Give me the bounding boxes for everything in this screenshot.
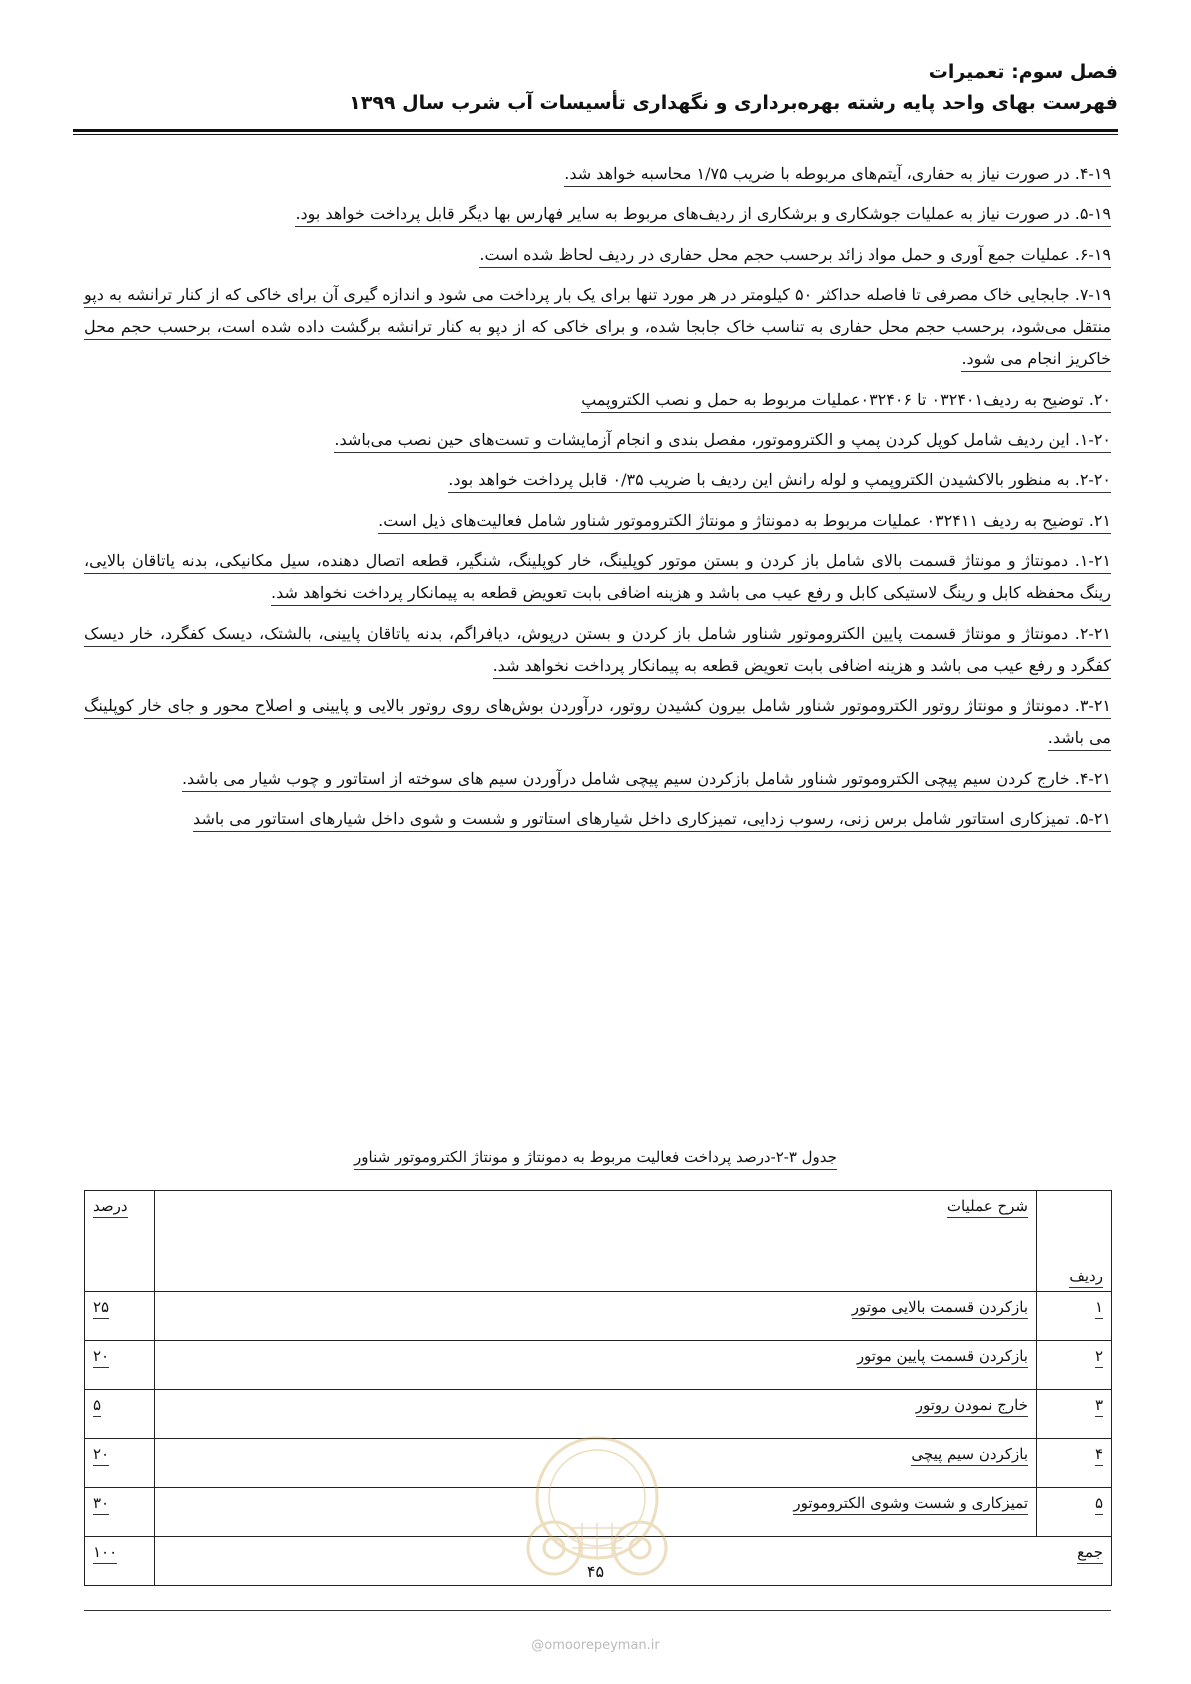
paragraph: ۲۰. توضیح به ردیف۰۳۲۴۰۱ تا ۰۳۲۴۰۶عملیات مربوط به حمل و نصب الکتروپمپ [84, 384, 1111, 416]
table-row: ۱ بازکردن قسمت بالایی موتور ۲۵ [85, 1292, 1112, 1341]
paragraph: ۳-۲۱. دمونتاژ و مونتاژ روتور الکتروموتور شناور شامل بیرون کشیدن روتور، درآوردن بوش‌های روی روتور بالایی و پایینی و اصلاح محور و جای خار کوپلینگ می باشد. [84, 690, 1111, 755]
chapter-title: فصل سوم: تعمیرات [928, 61, 1118, 83]
total-label: جمع [155, 1537, 1112, 1586]
watermark-url: @omoorepeyman.ir [531, 1638, 660, 1653]
page-header [73, 58, 1118, 118]
paragraph: ۵-۲۱. تمیزکاری استاتور شامل برس زنی، رسوب زدایی، تمیزکاری داخل شیارهای استاتور و شست و شوی داخل شیارهای استاتور می باشد [84, 803, 1111, 835]
header-rule-thin [73, 134, 1118, 135]
paragraph: ۲-۲۰. به منظور بالاکشیدن الکتروپمپ و لوله رانش این ردیف با ضریب ۰/۳۵ قابل پرداخت خواهد بود. [84, 464, 1111, 496]
body-text [84, 158, 1111, 843]
paragraph: ۱-۲۱. دمونتاژ و مونتاژ قسمت بالای شامل باز کردن و بستن موتور کوپلینگ، خار کوپلینگ، شنگیر، قطعه اتصال دهنده، سیل مکانیکی، بدنه یاتاقان بالایی، رینگ محفظه کابل و رینگ لاستیکی کابل و رفع عیب می باشد و هزینه اضافی بابت تعویض قطعه به پیمانکار پرداخت نخواهد شد. [84, 545, 1111, 610]
page-number: ۴۵ [586, 1562, 605, 1581]
header-row-number: ردیف [1037, 1191, 1112, 1292]
paragraph: ۵-۱۹. در صورت نیاز به عملیات جوشکاری و برشکاری از ردیف‌های مربوط به سایر فهارس بها دیگر قابل پرداخت خواهد بود. [84, 198, 1111, 230]
paragraph: ۷-۱۹. جابجایی خاک مصرفی تا فاصله حداکثر ۵۰ کیلومتر در هر مورد تنها برای یک بار پرداخت می شود و اندازه گیری آن برای خاکی که از کنار ترانشه به دپو منتقل می‌شود، برحسب حجم محل حفاری به تناسب خاک جابجا شده، و برای خاکی که از دپو به کنار ترانشه برگشت داده شده است، برحسب حجم محل خاکریز انجام می شود. [84, 279, 1111, 376]
paragraph: ۶-۱۹. عملیات جمع آوری و حمل مواد زائد برحسب حجم محل حفاری در ردیف لحاظ شده است. [84, 239, 1111, 271]
header-description: شرح عملیات [155, 1191, 1037, 1292]
paragraph: ۱-۲۰. این ردیف شامل کوپل کردن پمپ و الکتروموتور، مفصل بندی و انجام آزمایشات و تست‌های حین نصب می‌باشد. [84, 424, 1111, 456]
paragraph: ۴-۱۹. در صورت نیاز به حفاری، آیتم‌های مربوطه با ضریب ۱/۷۵ محاسبه خواهد شد. [84, 158, 1111, 190]
document-subtitle: فهرست بهای واحد پایه رشته بهره‌برداری و نگهداری تأسیسات آب شرب سال ۱۳۹۹ [349, 92, 1118, 114]
header-rule-thick [73, 129, 1118, 132]
table-row: ۴ بازکردن سیم پیچی ۲۰ [85, 1439, 1112, 1488]
paragraph: ۲-۲۱. دمونتاژ و مونتاژ قسمت پایین الکتروموتور شناور شامل باز کردن و بستن درپوش، دیافراگم، بدنه یاتاقان پایینی، بالشتک، دیسک کفگرد، خار دیسک کفگرد و رفع عیب می باشد و هزینه اضافی بابت تعویض قطعه به پیمانکار پرداخت نخواهد شد. [84, 618, 1111, 683]
footer-rule [84, 1610, 1111, 1611]
table-row: ۳ خارج نمودن روتور ۵ [85, 1390, 1112, 1439]
total-percent: ۱۰۰ [85, 1537, 155, 1586]
paragraph: ۲۱. توضیح به ردیف ۰۳۲۴۱۱ عملیات مربوط به دمونتاژ و مونتاژ الکتروموتور شناور شامل فعالیت‌های ذیل است. [84, 505, 1111, 537]
header-percent: درصد [85, 1191, 155, 1292]
paragraph: ۴-۲۱. خارج کردن سیم پیچی الکتروموتور شناور شامل بازکردن سیم پیچی شامل درآوردن سیم های سوخته از استاتور و چوب شیار می باشد. [84, 763, 1111, 795]
table-caption: جدول ۳-۲-درصد پرداخت فعالیت مربوط به دمونتاژ و مونتاژ الکتروموتور شناور [0, 1148, 1191, 1166]
table-row: ۵ تمیزکاری و شست وشوی الکتروموتور ۳۰ [85, 1488, 1112, 1537]
table-row: ۲ بازکردن قسمت پایین موتور ۲۰ [85, 1341, 1112, 1390]
table-header-row [85, 1191, 1112, 1292]
